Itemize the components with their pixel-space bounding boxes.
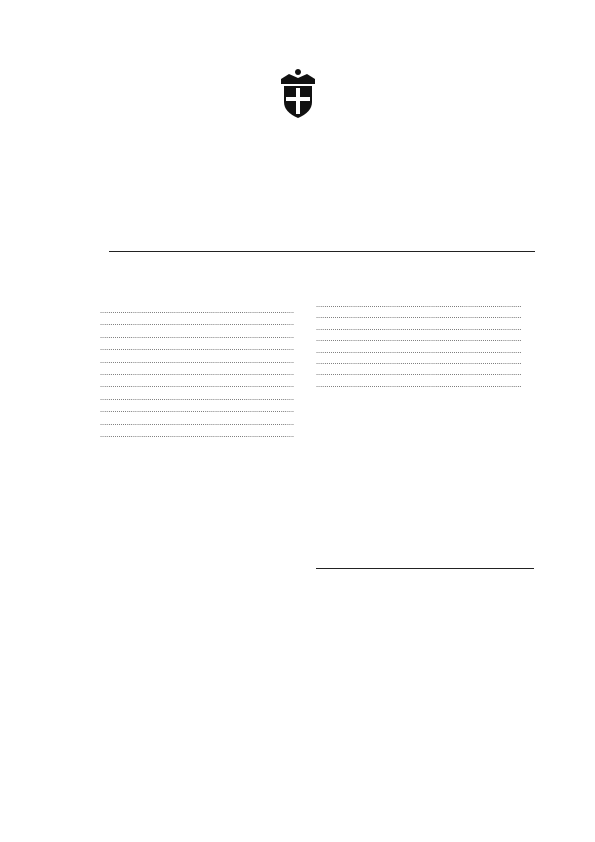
toc-item xyxy=(100,343,306,352)
toc-leader xyxy=(100,405,294,414)
toc-leader xyxy=(100,343,294,352)
toc-item xyxy=(316,323,534,332)
contents-right-column xyxy=(316,300,534,391)
toc-item xyxy=(316,368,534,377)
toc-leader xyxy=(100,306,294,315)
toc-item xyxy=(100,405,306,414)
toc-leader xyxy=(100,368,294,377)
toc-leader xyxy=(100,430,294,439)
toc-leader xyxy=(100,393,294,402)
toc-leader xyxy=(316,334,522,343)
toc-item xyxy=(100,356,306,365)
toc-leader xyxy=(316,346,522,355)
toc-item xyxy=(100,331,306,340)
decision-section xyxy=(316,568,534,587)
toc-item xyxy=(316,346,534,355)
toc-item xyxy=(100,393,306,402)
toc-item xyxy=(100,318,306,327)
toc-leader xyxy=(316,368,522,377)
toc-leader xyxy=(316,323,522,332)
toc-item xyxy=(100,380,306,389)
toc-item xyxy=(316,311,534,320)
toc-item xyxy=(316,357,534,366)
contents-list-left xyxy=(100,306,306,439)
contents-list-right xyxy=(316,300,534,389)
toc-item xyxy=(316,300,534,309)
toc-leader xyxy=(316,311,522,320)
toc-item xyxy=(316,380,534,389)
coat-of-arms-icon xyxy=(277,66,319,120)
decision-section-title xyxy=(316,568,534,575)
toc-leader xyxy=(100,318,294,327)
toc-leader xyxy=(100,380,294,389)
toc-leader xyxy=(316,300,522,309)
toc-leader xyxy=(100,331,294,340)
toc-leader xyxy=(100,418,294,427)
header-rule xyxy=(109,251,535,252)
issue-row xyxy=(109,236,535,250)
toc-leader xyxy=(100,356,294,365)
toc-leader xyxy=(316,357,522,366)
toc-item xyxy=(100,418,306,427)
toc-item xyxy=(316,334,534,343)
sheet-label xyxy=(532,235,535,249)
toc-item xyxy=(100,368,306,377)
toc-item xyxy=(100,430,306,439)
toc-leader xyxy=(316,380,522,389)
contents-left-column xyxy=(100,296,306,442)
toc-item xyxy=(100,306,306,315)
